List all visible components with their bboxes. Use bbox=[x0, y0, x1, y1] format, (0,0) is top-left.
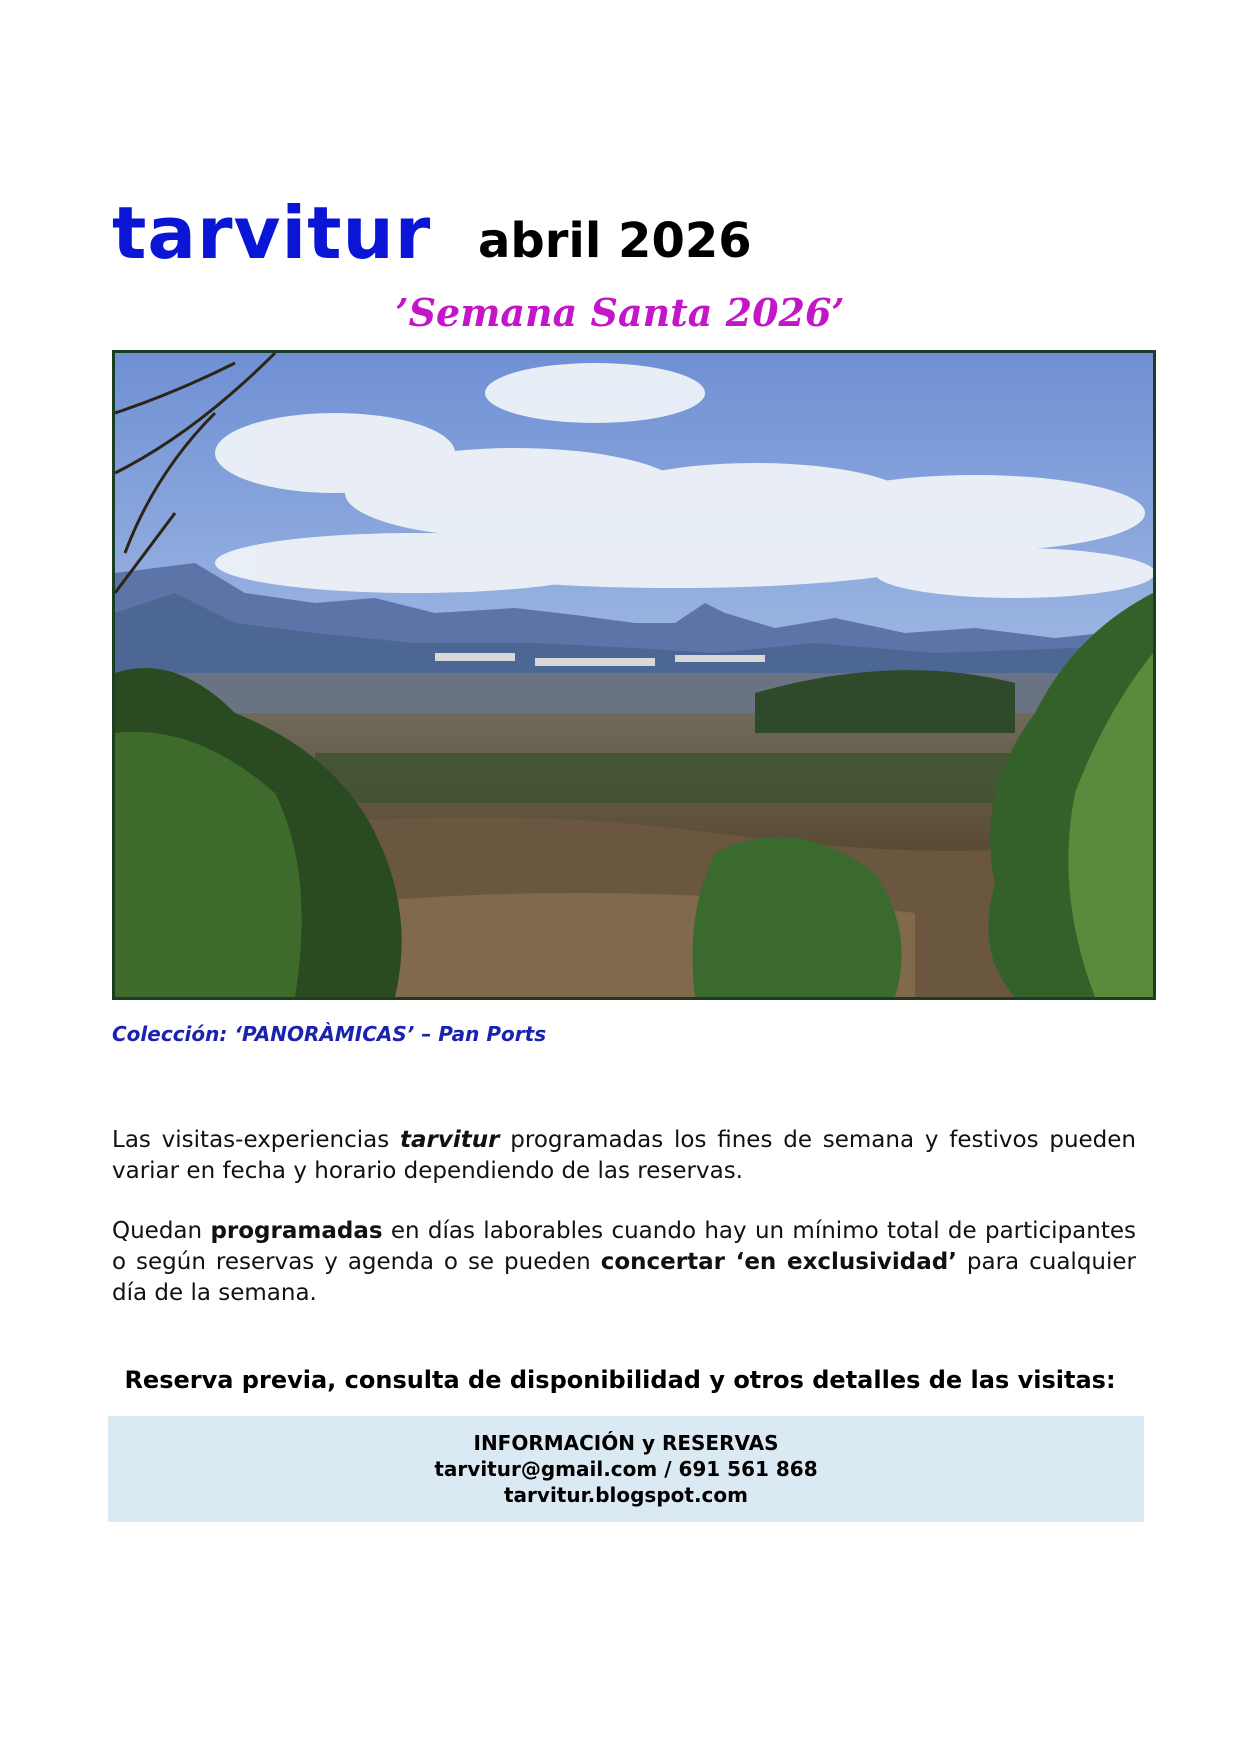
subtitle-text: ’Semana Santa 2026’ bbox=[395, 290, 845, 335]
info-contact[interactable]: tarvitur@gmail.com / 691 561 868 bbox=[434, 1457, 818, 1481]
paragraph-1-text-a: Las visitas-experiencias bbox=[112, 1127, 401, 1153]
paragraph-2-bold-programadas: programadas bbox=[210, 1218, 383, 1244]
paragraph-2-bold-concertar: concertar ‘en exclusividad’ bbox=[600, 1249, 957, 1275]
paragraph-1-text-c: programadas los fines de semana y festivos pueden variar en fecha y horario dependiendo de las reservas. bbox=[112, 1127, 1136, 1184]
info-title: INFORMACIÓN y RESERVAS bbox=[473, 1431, 779, 1455]
paragraph-schedule bbox=[112, 1125, 1136, 1187]
paragraph-2-text-a: Quedan bbox=[112, 1218, 211, 1244]
reserve-heading: Reserva previa, consulta de disponibilidad y otros detalles de las visitas: bbox=[124, 1366, 1116, 1394]
paragraph-weekdays bbox=[112, 1216, 1136, 1309]
paragraph-1-brand: tarvitur bbox=[400, 1127, 500, 1153]
photo-caption: Colección: ‘PANORÀMICAS’ – Pan Ports bbox=[112, 1022, 547, 1046]
info-box bbox=[108, 1416, 1144, 1522]
paragraph-2-text-c: en días laborables cuando hay un mínimo total de participantes o según reservas y agenda o se pueden bbox=[112, 1218, 1136, 1275]
subtitle bbox=[0, 290, 1240, 335]
month-title: abril 2026 bbox=[478, 213, 752, 269]
brand-title: tarvitur bbox=[112, 191, 432, 275]
info-website-link[interactable]: tarvitur.blogspot.com bbox=[503, 1483, 748, 1507]
landscape-photo-icon bbox=[115, 353, 1153, 997]
landscape-photo bbox=[112, 350, 1156, 1000]
paragraph-2-text-e: para cualquier día de la semana. bbox=[112, 1249, 1136, 1306]
